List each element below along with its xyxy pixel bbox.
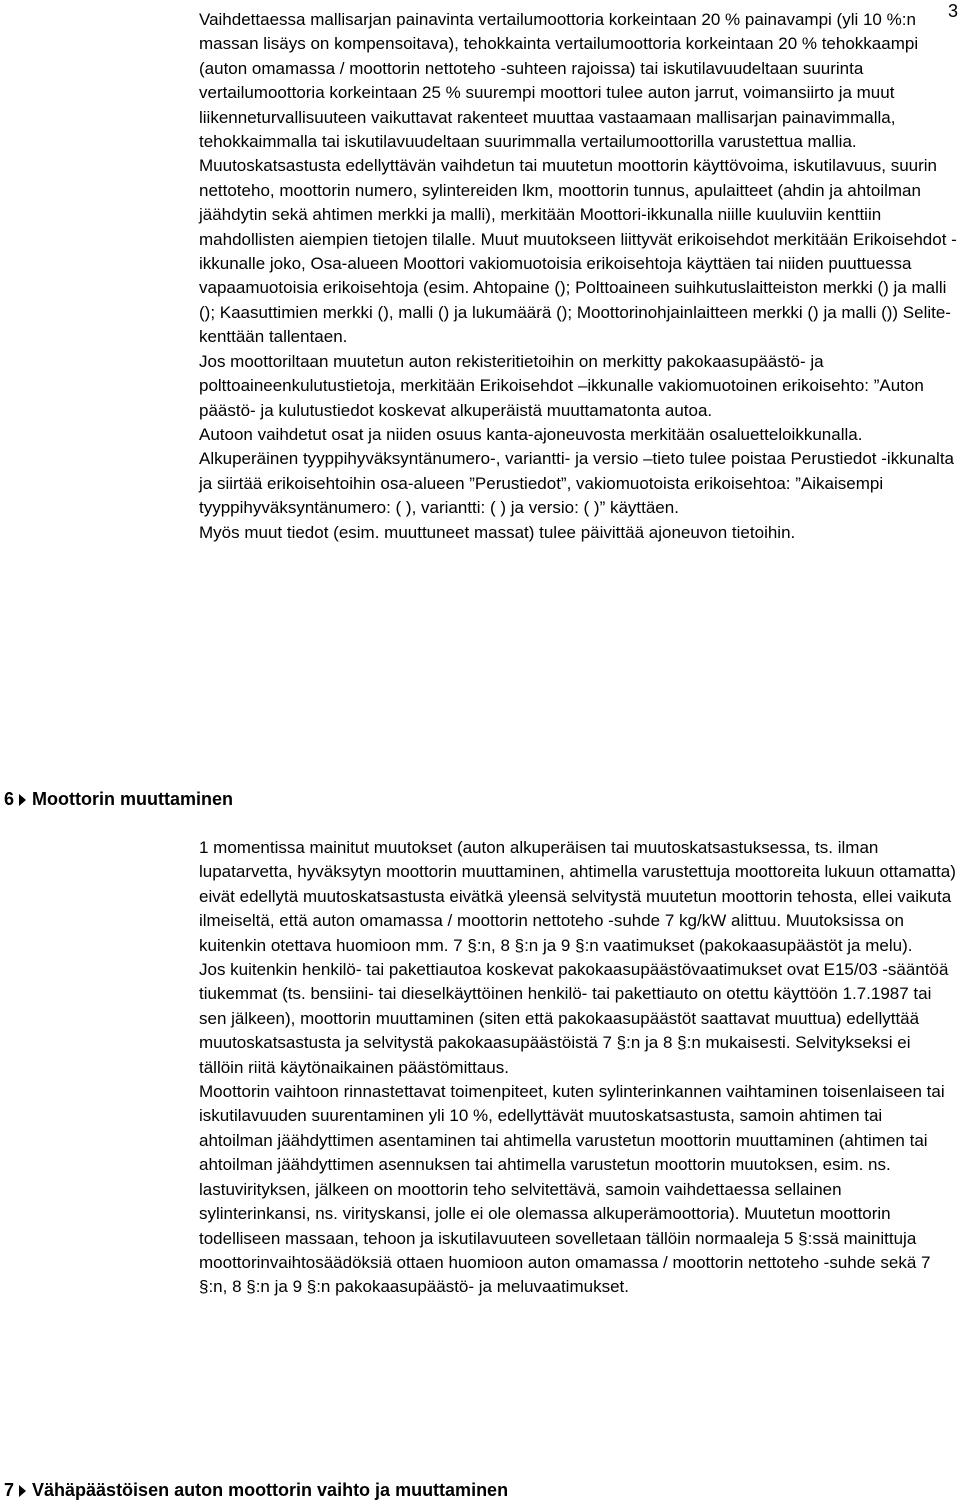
section-marker-icon (19, 1485, 26, 1497)
body-text-top (199, 8, 957, 545)
paragraph: Jos moottoriltaan muutetun auton rekisteritietoihin on merkitty pakokaasupäästö- ja polttoaineenkulutustietoja, merkitään Erikoisehdot –ikkunalle vakiomuotoinen erikoisehto: ”Auton päästö- ja kulutustiedot koskevat alkuperäistä muuttamatonta autoa. (199, 351, 924, 420)
paragraph: Vaihdettaessa mallisarjan painavinta vertailumoottoria korkeintaan 20 % painavampi (yli 10 %:n massan lisäys on kompensoitava), tehokkainta vertailumoottoria korkeintaan 20 % tehokkaampi (auton omamassa / moottorin nettoteho -suhteen rajoissa) tai iskutilavuudeltaan suurinta vertailumoottoria korkeintaan 25 % suurempi moottori tulee auton jarrut, voimansiirto ja muut liikenneturvallisuuteen vaikuttavat rakenteet muuttaa vastaamaan mallisarjan painavimmalla, tehokkaimmalla tai iskutilavuudeltaan suurimmalla vertailumoottorilla varustettua mallia. (199, 10, 919, 152)
section-marker-icon (19, 794, 26, 806)
paragraph: Muutoskatsastusta edellyttävän vaihdetun tai muutetun moottorin käyttövoima, iskutilavuus, suurin nettoteho, moottorin numero, sylintereiden lkm, moottorin tunnus, apulaitteet (ahdin ja ahtoilman jäähdytin sekä ahtimen merkki ja malli), merkitään Moottori-ikkunalla niille kuuluviin kenttiin mahdollisten aiempien tietojen tilalle. Muut muutokseen liittyvät erikoisehdot merkitään Erikoisehdot -ikkunalle joko, Osa-alueen Moottori vakiomuotoisia erikoisehtoja käyttäen tai niiden puuttuessa vapaamuotoisia erikoisehtoja (esim. Ahtopaine (); Polttoaineen suihkutuslaitteiston merkki () ja malli (); Kaasuttimien merkki (), malli () ja lukumäärä (); Moottorinohjainlaitteen merkki () ja malli ()) Selite-kenttään tallentaen. (199, 156, 957, 347)
section-title: Vähäpäästöisen auton moottorin vaihto ja muuttaminen (32, 1480, 509, 1500)
section-number: 7 (4, 1480, 15, 1500)
paragraph: Alkuperäinen tyyppihyväksyntänumero-, variantti- ja versio –tieto tulee poistaa Perustiedot -ikkunalta ja siirtää erikoisehtoihin osa-alueen ”Perustiedot”, vakiomuotoista erikoisehtoa: ”Aikaisempi tyyppihyväksyntänumero: ( ), variantti: ( ) ja versio: ( )” käyttäen. (199, 449, 955, 518)
page-number: 3 (947, 1, 958, 21)
section-number: 6 (4, 789, 15, 809)
section-heading-7 (4, 1478, 508, 1502)
paragraph: Autoon vaihdetut osat ja niiden osuus kanta-ajoneuvosta merkitään osaluetteloikkunalla. (199, 424, 863, 444)
paragraph: Myös muut tiedot (esim. muuttuneet massat) tulee päivittää ajoneuvon tietoihin. (199, 522, 796, 542)
paragraph: Moottorin vaihtoon rinnastettavat toimenpiteet, kuten sylinterinkannen vaihtaminen toisenlaiseen tai iskutilavuuden suurentaminen yli 10 %, edellyttävät muutoskatsastusta, samoin ahtimen tai ahtoilman jäähdyttimen asentaminen tai ahtimella varustetun moottorin muuttaminen (ahtimen tai ahtoilman jäähdyttimen asennuksen tai ahtimella varustetun moottorin muutoksen, esim. ns. lastuvirityksen, jälkeen on moottorin teho selvitettävä, samoin vaihdettaessa sellainen sylinterinkansi, ns. virityskansi, jolle ei ole olemassa alkuperämoottoria). Muutetun moottorin todelliseen massaan, tehoon ja iskutilavuuteen sovelletaan tällöin normaaleja 5 §:ssä mainittuja moottorinvaihtosäädöksiä ottaen huomioon auton omamassa / moottorin nettoteho -suhde sekä 7 §:n, 8 §:n ja 9 §:n pakokaasupäästö- ja meluvaatimukset. (199, 1082, 945, 1297)
section-title: Moottorin muuttaminen (32, 789, 233, 809)
section-6-body (199, 836, 957, 1300)
section-heading-6 (4, 787, 233, 811)
paragraph: 1 momentissa mainitut muutokset (auton alkuperäisen tai muutoskatsastuksessa, ts. ilman lupatarvetta, hyväksytyn moottorin muuttaminen, ahtimella varustettuja moottoreita lukuun ottamatta) eivät edellytä muutoskatsastusta eivätkä yleensä selvitystä muutetun moottorin tehosta, ellei vaikuta ilmeiseltä, että auton omamassa / moottorin nettoteho -suhde 7 kg/kW alittuu. Muutoksissa on kuitenkin otettava huomioon mm. 7 §:n, 8 §:n ja 9 §:n vaatimukset (pakokaasupäästöt ja melu). (199, 838, 956, 955)
paragraph: Jos kuitenkin henkilö- tai pakettiautoa koskevat pakokaasupäästövaatimukset ovat E15/03 -sääntöä tiukemmat (ts. bensiini- tai dieselkäyttöinen henkilö- tai pakettiauto on otettu käyttöön 1.7.1987 tai sen jälkeen), moottorin muuttaminen (siten että pakokaasupäästöt saattavat muuttua) edellyttää muutoskatsastusta ja selvitystä pakokaasupäästöistä 7 §:n ja 8 §:n mukaisesti. Selvitykseksi ei tällöin riitä käytönaikainen päästömittaus. (199, 960, 949, 1077)
